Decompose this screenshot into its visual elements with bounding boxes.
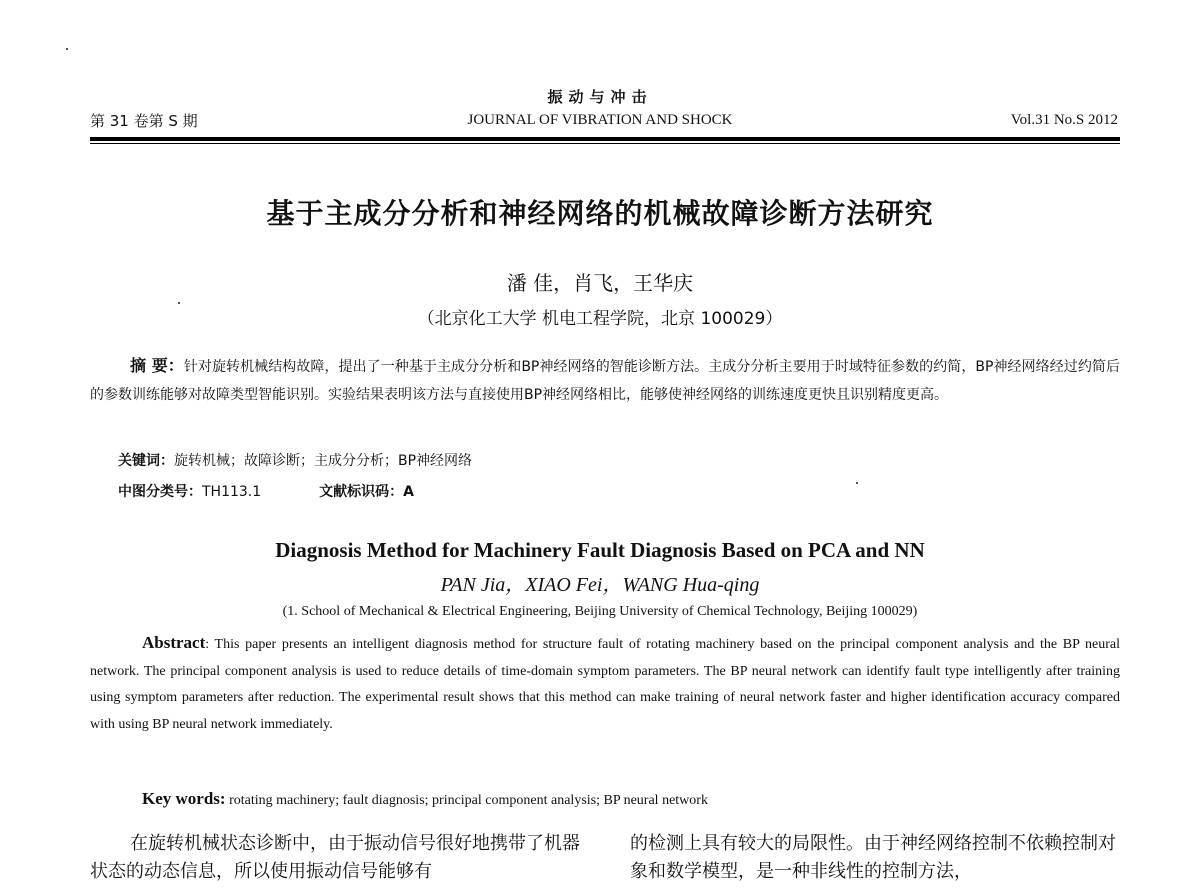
abstract-cn [90, 352, 1120, 409]
affiliation-cn: （北京化工大学 机电工程学院，北京 100029） [417, 309, 783, 329]
abstract-cn-label: 摘 要： [130, 356, 184, 375]
journal-title-cn: 振动与冲击 [547, 88, 653, 106]
abstract-en-text: : This paper presents an intelligent diagnosis method for structure fault of rotating machinery based on the principal component analysis and the BP neural network. The principal component analysis is used to reduce details of time-domain symptom parameters. The BP neural network can identify fault type intelligently after training using symptom parameters after reduction. The experimental result shows that this method can make training of neural network faster and higher identification accuracy compared with using BP neural network immediately. [90, 637, 1120, 732]
keywords-en [142, 789, 708, 809]
journal-title-en: JOURNAL OF VIBRATION AND SHOCK [467, 112, 733, 128]
doc-code-label: 文献标识码： [319, 484, 404, 500]
keywords-cn [118, 450, 472, 470]
scan-speck [66, 48, 68, 50]
paper-title-en: Diagnosis Method for Machinery Fault Diagnosis Based on PCA and NN [275, 538, 925, 562]
abstract-en [90, 630, 1120, 738]
body-column-left: 在旋转机械状态诊断中，由于振动信号很好地携带了机器状态的动态信息，所以使用振动信号能够有 [90, 833, 580, 882]
abstract-cn-text: 针对旋转机械结构故障，提出了一种基于主成分分析和BP神经网络的智能诊断方法。主成分分析主要用于时域特征参数的约简，BP神经网络经过约简后的参数训练能够对故障类型智能识别。实验结果表明该方法与直接使用BP神经网络相比，能够使神经网络的训练速度更快且识别精度更高。 [90, 359, 1120, 403]
body-column-right: 的检测上具有较大的局限性。由于神经网络控制不依赖控制对象和数学模型，是一种非线性的控制方法， [630, 833, 1116, 882]
keywords-en-label: Key words: [142, 789, 226, 808]
authors-en: PAN Jia，XIAO Fei，WANG Hua-qing [440, 574, 760, 596]
scan-speck [178, 302, 180, 304]
scan-speck [856, 482, 858, 484]
header-rule-thick [90, 137, 1120, 141]
doc-code-value: A [403, 484, 415, 500]
clc-value: TH113.1 [202, 484, 262, 500]
keywords-cn-text: 旋转机械；故障诊断；主成分分析；BP神经网络 [174, 453, 473, 469]
affiliation-en: (1. School of Mechanical & Electrical Engineering, Beijing University of Chemical Technology, Beijing 100029) [282, 604, 918, 619]
authors-cn: 潘 佳，肖飞，王华庆 [506, 271, 694, 295]
clc-label: 中图分类号： [118, 484, 202, 500]
header-rule-thin [90, 143, 1120, 144]
paper-title-cn: 基于主成分分析和神经网络的机械故障诊断方法研究 [266, 197, 934, 230]
issue-label-cn: 第 31 卷第 S 期 [90, 112, 198, 130]
keywords-cn-label: 关键词： [118, 453, 174, 469]
volume-label-en: Vol.31 No.S 2012 [1010, 112, 1118, 128]
abstract-en-label: Abstract [142, 633, 206, 652]
keywords-en-text: rotating machinery; fault diagnosis; principal component analysis; BP neural network [225, 793, 708, 808]
classification-line [118, 481, 414, 501]
